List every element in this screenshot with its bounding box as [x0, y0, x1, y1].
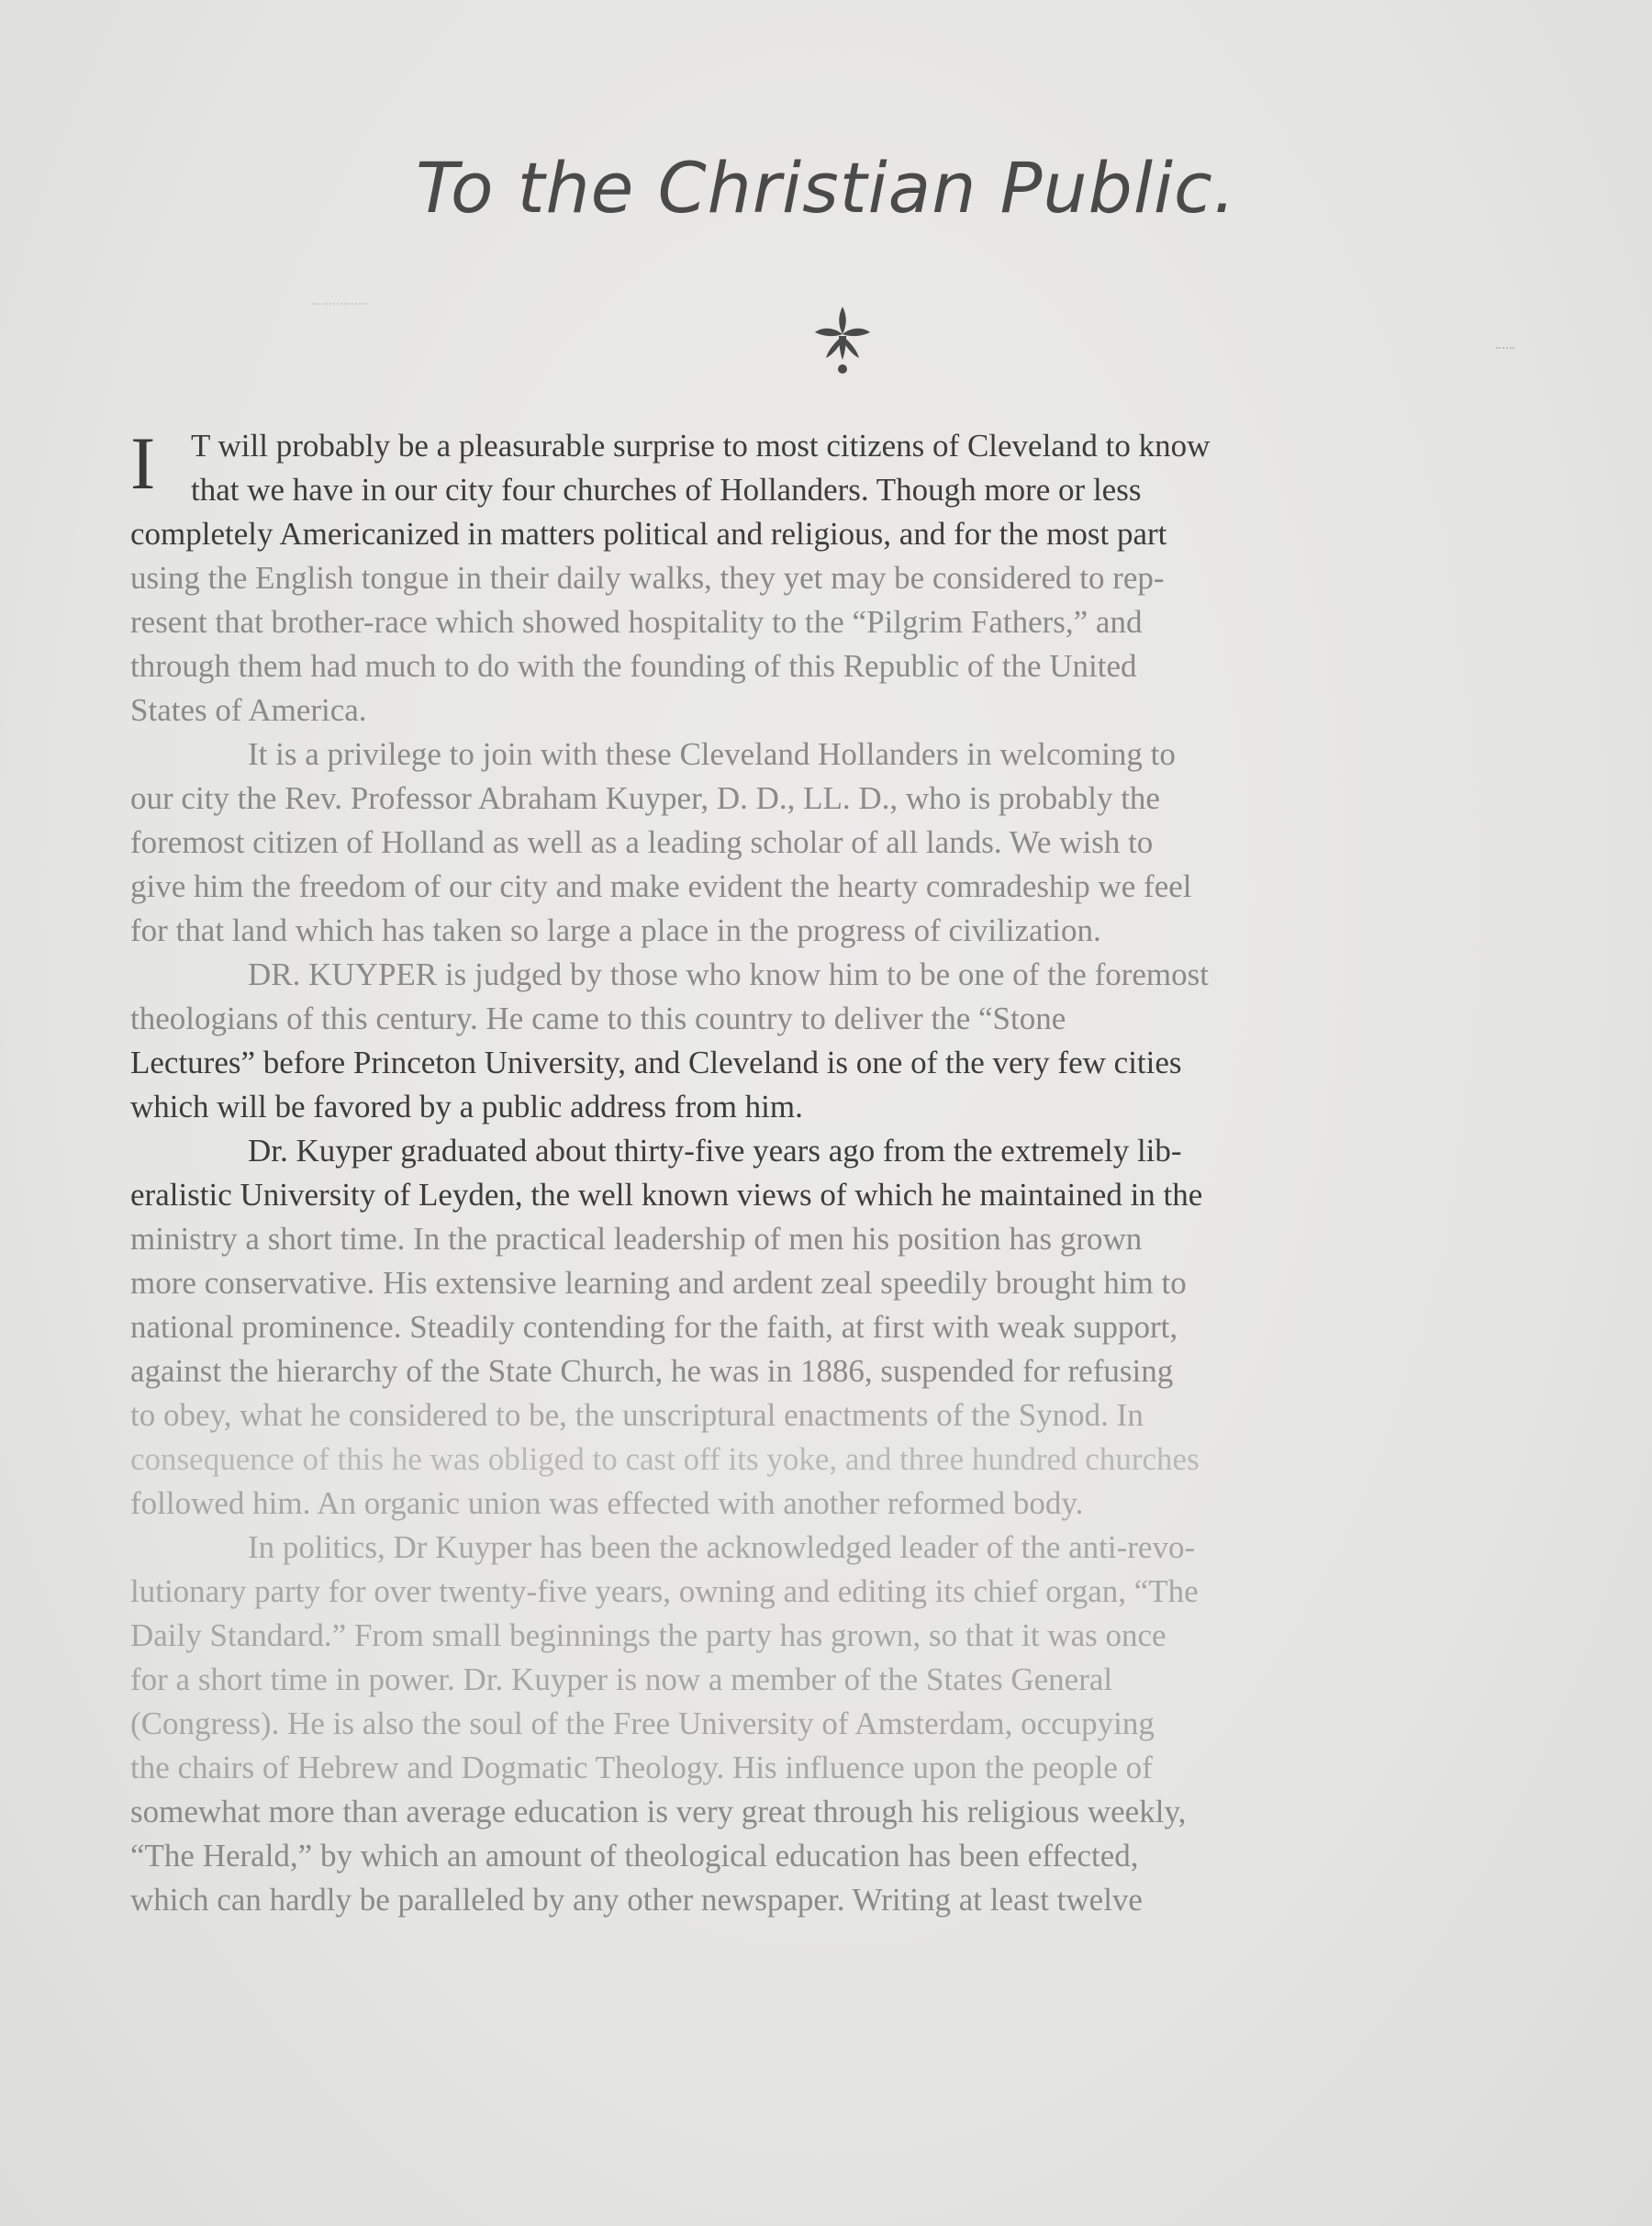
text-line: our city the Rev. Professor Abraham Kuyper, D. D., LL. D., who is probably the: [130, 780, 1160, 816]
text-line: ministry a short time. In the practical leadership of men his position has grown: [130, 1221, 1143, 1257]
print-speck: [312, 303, 367, 307]
text-line: eralistic University of Leyden, the well known views of which he maintained in the: [130, 1177, 1203, 1213]
text-line: for that land which has taken so large a place in the progress of civilization.: [130, 912, 1101, 948]
text-line: foremost citizen of Holland as well as a leading scholar of all lands. We wish to: [130, 824, 1154, 860]
text-line: In politics, Dr Kuyper has been the acknowledged leader of the anti-revo-: [248, 1529, 1196, 1565]
text-line: through them had much to do with the founding of this Republic of the United: [130, 648, 1137, 684]
paragraph: [130, 1129, 1555, 1526]
text-line: which can hardly be paralleled by any other newspaper. Writing at least twelve: [130, 1882, 1143, 1918]
text-line: consequence of this he was obliged to cast off its yoke, and three hundred churches: [130, 1441, 1200, 1477]
text-line: against the hierarchy of the State Church, he was in 1886, suspended for refusing: [130, 1353, 1174, 1389]
text-line: (Congress). He is also the soul of the Free University of Amsterdam, occupying: [130, 1706, 1155, 1741]
text-line: resent that brother-race which showed hospitality to the “Pilgrim Fathers,” and: [130, 604, 1143, 640]
body-text: [130, 421, 1555, 1922]
text-line: Lectures” before Princeton University, and Cleveland is one of the very few cities: [130, 1045, 1182, 1080]
text-line: theologians of this century. He came to this country to deliver the “Stone: [130, 1001, 1066, 1036]
fleuron-icon: [808, 303, 877, 376]
paragraph: [130, 1526, 1555, 1922]
text-line: using the English tongue in their daily walks, they yet may be considered to rep-: [130, 560, 1165, 596]
text-line: for a short time in power. Dr. Kuyper is now a member of the States General: [130, 1661, 1113, 1697]
text-line: DR. KUYPER is judged by those who know him to be one of the foremost: [248, 956, 1209, 992]
text-line: national prominence. Steadily contending for the faith, at first with weak support,: [130, 1309, 1178, 1345]
text-line: give him the freedom of our city and make evident the hearty comradeship we feel: [130, 868, 1192, 904]
text-line: somewhat more than average education is very great through his religious weekly,: [130, 1794, 1187, 1829]
text-line: States of America.: [130, 692, 367, 728]
paragraph: [130, 421, 1555, 733]
text-line: which will be favored by a public address from him.: [130, 1089, 803, 1124]
paragraph: [130, 733, 1555, 953]
text-line: It is a privilege to join with these Cleveland Hollanders in welcoming to: [248, 736, 1176, 772]
page-title: To the Christian Public.: [416, 147, 1236, 229]
text-line: that we have in our city four churches of Hollanders. Though more or less: [191, 472, 1142, 508]
text-line: T will probably be a pleasurable surprise to most citizens of Cleveland to know: [191, 428, 1211, 464]
text-line: to obey, what he considered to be, the unscriptural enactments of the Synod. In: [130, 1397, 1144, 1433]
text-line: followed him. An organic union was effected with another reformed body.: [130, 1485, 1084, 1521]
text-line: Dr. Kuyper graduated about thirty-five years ago from the extremely lib-: [248, 1133, 1182, 1169]
drop-cap: I: [130, 421, 156, 505]
text-line: lutionary party for over twenty-five years, owning and editing its chief organ, “The: [130, 1573, 1199, 1609]
text-line: more conservative. His extensive learning and ardent zeal speedily brought him to: [130, 1265, 1187, 1301]
text-line: Daily Standard.” From small beginnings the party has grown, so that it was once: [130, 1617, 1166, 1653]
paragraph: [130, 953, 1555, 1129]
text-line: “The Herald,” by which an amount of theological education has been effected,: [130, 1838, 1139, 1874]
text-line: the chairs of Hebrew and Dogmatic Theology. His influence upon the people of: [130, 1750, 1153, 1785]
text-line: completely Americanized in matters political and religious, and for the most part: [130, 516, 1167, 552]
print-speck: [1496, 347, 1514, 352]
